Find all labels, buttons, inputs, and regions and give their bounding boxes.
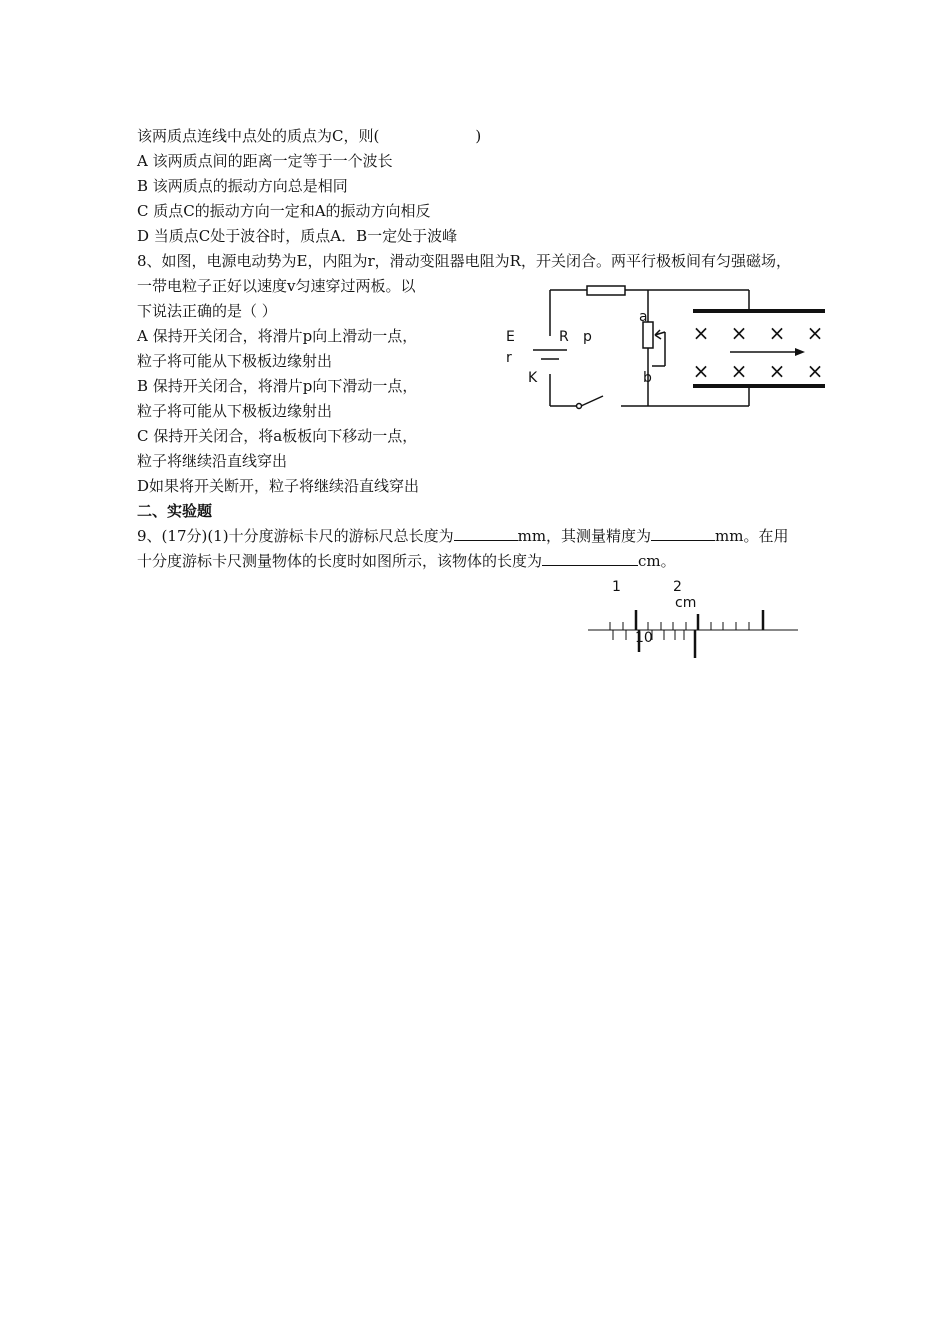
label-E: E (506, 329, 515, 345)
label-p: p (583, 329, 592, 345)
q8-option-d: D如果将开关断开，粒子将继续沿直线穿出 (137, 477, 420, 495)
q8-option-c-cont: 粒子将继续沿直线穿出 (137, 452, 288, 470)
section-title: 二、实验题 (137, 502, 213, 520)
field-cross: × (692, 359, 710, 383)
answer-blank[interactable] (454, 526, 518, 541)
answer-blank[interactable] (542, 551, 638, 566)
q8-option-a-cont: 粒子将可能从下极板边缘射出 (137, 352, 333, 370)
unit-label: cm (675, 595, 697, 611)
q8-stem-line3: 下说法正确的是（ ） (137, 302, 277, 320)
field-cross: × (730, 321, 748, 345)
main-scale-label-2: 2 (673, 579, 682, 595)
q8-option-c: C 保持开关闭合，将a板板向下移动一点， (137, 427, 418, 445)
q8-stem-line1: 8、如图，电源电动势为E，内阻为r，滑动变阻器电阻为R，开关闭合。两平行极板间有匀强磁场， (137, 252, 791, 270)
q8-option-b: B 保持开关闭合，将滑片p向下滑动一点， (137, 377, 418, 395)
resistor (587, 286, 625, 295)
q9-line1: 9、(17分)(1)十分度游标卡尺的游标尺总长度为 mm，其测量精度为 mm。在用 (137, 527, 789, 545)
field-cross: × (730, 359, 748, 383)
field-cross: × (768, 321, 786, 345)
q7-option-d: D 当质点C处于波谷时，质点A．B一定处于波峰 (137, 227, 458, 245)
q8-option-b-cont: 粒子将可能从下极板边缘射出 (137, 402, 333, 420)
vernier-caliper-figure (580, 574, 810, 664)
q7-stem: 该两质点连线中点处的质点为C，则( ) (137, 127, 482, 145)
q8-option-a: A 保持开关闭合，将滑片p向上滑动一点， (137, 327, 418, 345)
switch-lever (581, 396, 603, 406)
label-b: b (643, 370, 652, 386)
field-cross: × (806, 359, 824, 383)
switch-pivot (577, 404, 582, 409)
q7-option-c: C 质点C的振动方向一定和A的振动方向相反 (137, 202, 431, 220)
label-R: R (559, 329, 569, 345)
answer-blank[interactable] (651, 526, 715, 541)
q8-stem-line2: 一带电粒子正好以速度v匀速穿过两板。以 (137, 277, 416, 295)
vernier-label-10: 10 (635, 630, 653, 646)
field-cross: × (806, 321, 824, 345)
main-scale-label-1: 1 (612, 579, 621, 595)
field-cross: × (692, 321, 710, 345)
q7-option-a: A 该两质点间的距离一定等于一个波长 (137, 152, 393, 170)
circuit-diagram (495, 278, 835, 418)
label-K: K (528, 370, 538, 386)
q9-line2: 十分度游标卡尺测量物体的长度时如图所示，该物体的长度为 cm。 (137, 552, 676, 570)
q7-option-b: B 该两质点的振动方向总是相同 (137, 177, 348, 195)
rheostat (643, 322, 653, 348)
label-a: a (639, 309, 648, 325)
label-r: r (506, 350, 512, 366)
field-cross: × (768, 359, 786, 383)
